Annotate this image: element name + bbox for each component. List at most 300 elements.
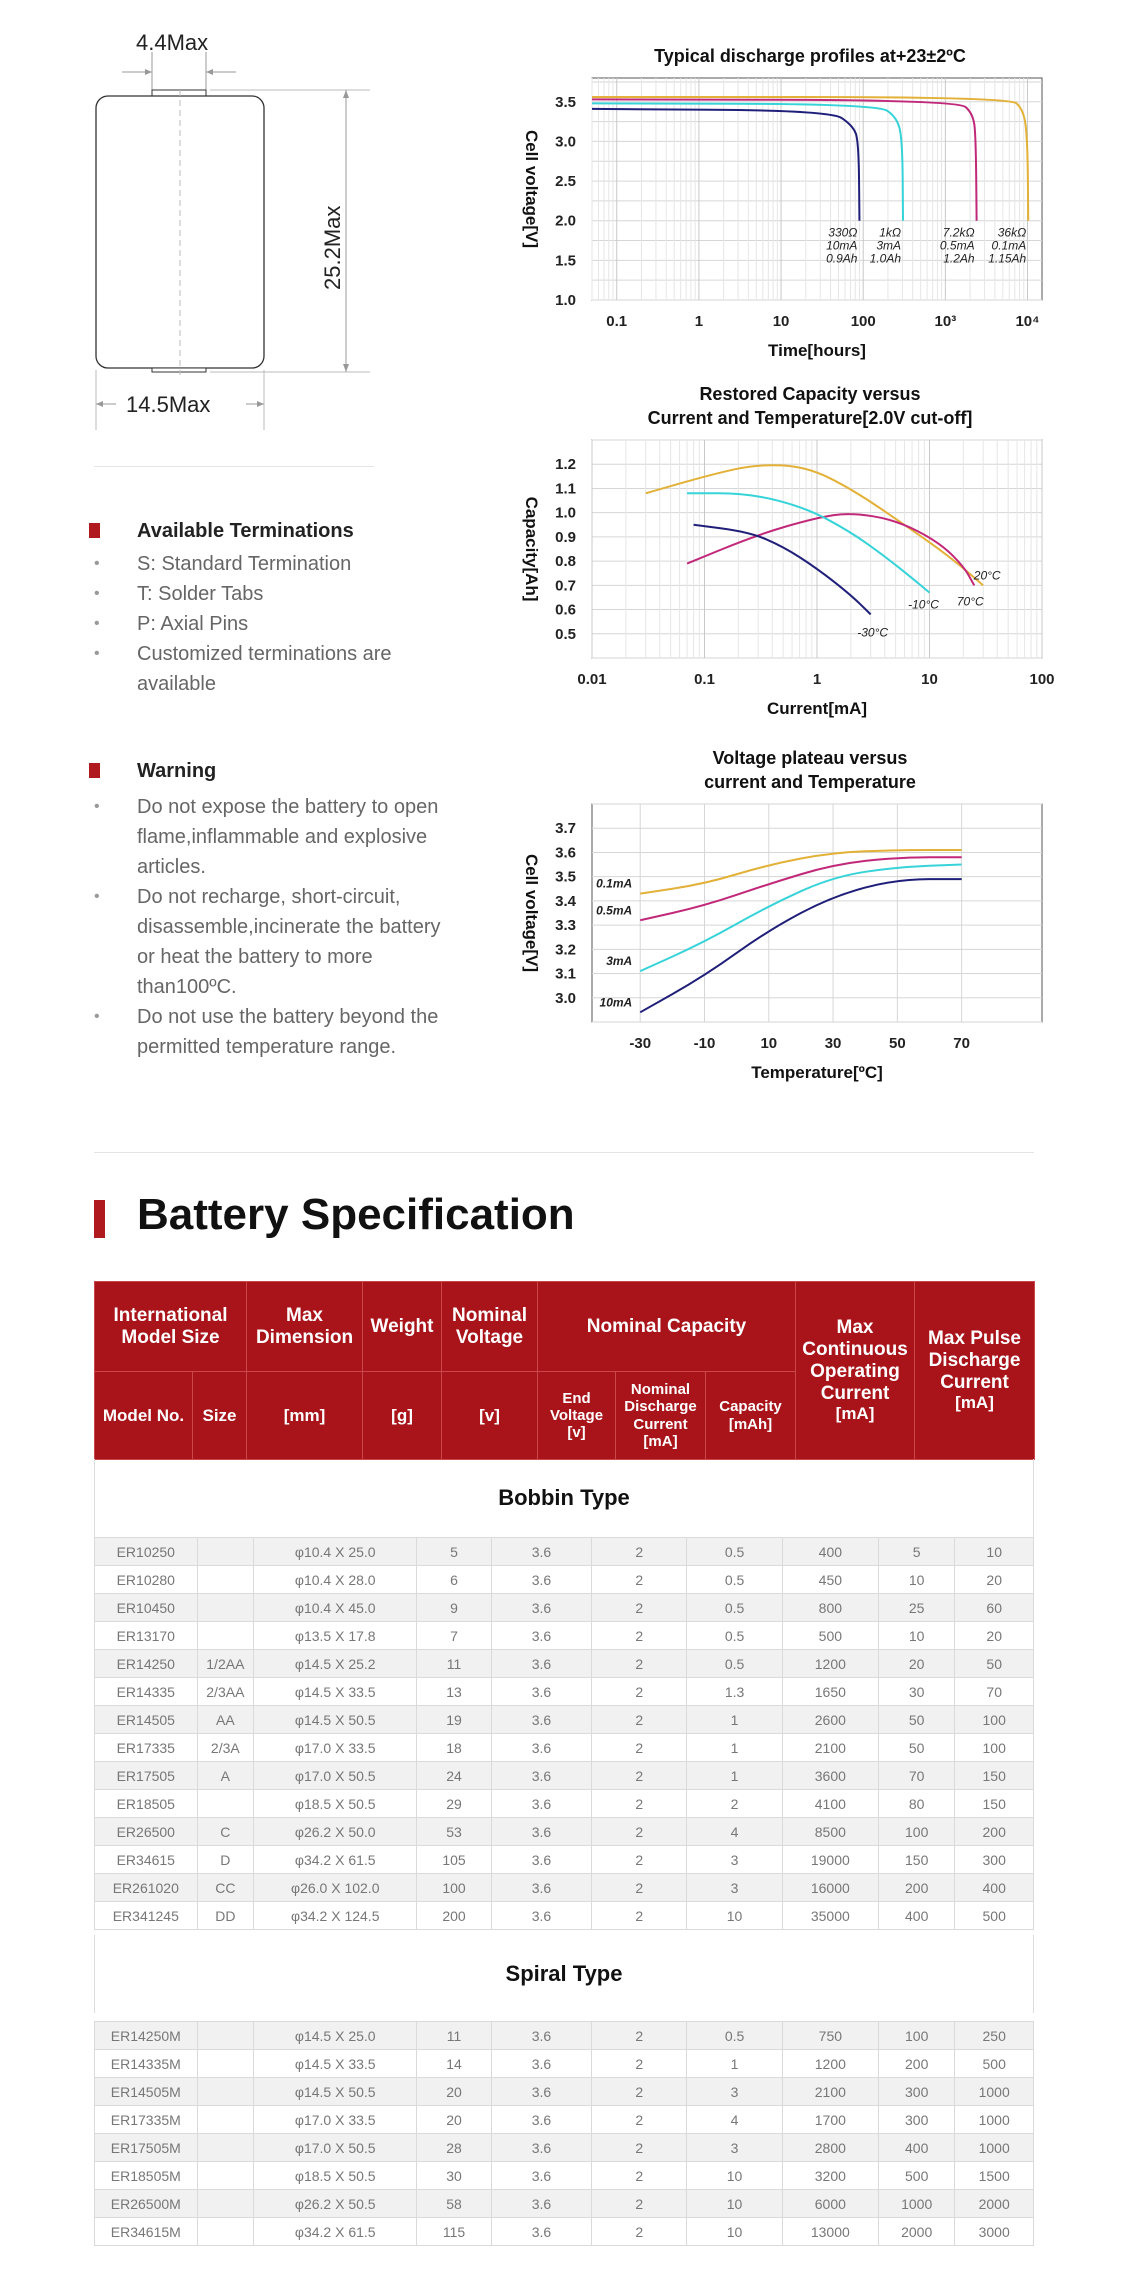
table-cell: 2800 (782, 2134, 878, 2162)
table-cell: 200 (878, 2050, 954, 2078)
table-cell: 2 (592, 1566, 687, 1594)
table-cell (197, 2106, 254, 2134)
table-cell: 35000 (782, 1902, 878, 1930)
dim-diameter: 14.5Max (126, 392, 211, 417)
x-tick-label: 100 (850, 313, 876, 330)
series-label: -30°C (857, 625, 889, 640)
table-cell: 0.5 (687, 1594, 782, 1622)
terminations-title: Available Terminations (137, 520, 354, 542)
table-cell: 11 (417, 1650, 491, 1678)
table-cell: 2 (592, 2134, 687, 2162)
table-cell: 10 (687, 2218, 782, 2246)
table-cell: 20 (417, 2078, 491, 2106)
table-cell: φ14.5 X 50.5 (254, 1706, 417, 1734)
table-cell: φ17.0 X 33.5 (254, 1734, 417, 1762)
spiral-rows (95, 2022, 1034, 2246)
table-cell: 5 (878, 1538, 954, 1566)
table-cell: ER10280 (95, 1566, 198, 1594)
table-cell: 2600 (782, 1706, 878, 1734)
dim-diameter-top: 4.4Max (136, 30, 209, 55)
table-cell: 300 (878, 2078, 954, 2106)
spiral-table (94, 2021, 1034, 2246)
termination-item: • S: Standard Termination (94, 549, 474, 579)
table-cell: 18 (417, 1734, 491, 1762)
bobbin-row (95, 1678, 1034, 1706)
table-cell: ER34615M (95, 2218, 198, 2246)
table-cell: φ18.5 X 50.5 (254, 2162, 417, 2190)
y-tick-label: 3.4 (555, 892, 576, 910)
table-cell: φ26.0 X 102.0 (254, 1874, 417, 1902)
heading-marker (89, 763, 100, 778)
header-weight-unit: [g] (363, 1372, 442, 1460)
table-cell: 3.6 (491, 1594, 591, 1622)
table-cell: 2 (592, 1874, 687, 1902)
x-tick-label: 10⁴ (1015, 313, 1040, 330)
table-cell: DD (197, 1902, 254, 1930)
termination-item: • Customized terminations are available (94, 639, 474, 699)
table-cell: 150 (955, 1762, 1034, 1790)
chart2-subtitle-line: Current and Temperature[2.0V cut-off] (647, 408, 973, 428)
table-cell: 70 (878, 1762, 954, 1790)
table-cell: ER14335M (95, 2050, 198, 2078)
table-cell: 9 (417, 1594, 491, 1622)
table-cell: 400 (955, 1874, 1034, 1902)
chart3-subtitle-line: current and Temperature (704, 772, 916, 792)
table-cell: φ26.2 X 50.5 (254, 2190, 417, 2218)
table-cell: 1200 (782, 1650, 878, 1678)
series-label: 10mA (599, 995, 633, 1010)
x-tick-label: -10 (693, 1035, 716, 1052)
table-cell: 2 (592, 2078, 687, 2106)
table-cell: ER14250 (95, 1650, 198, 1678)
table-cell (197, 2050, 254, 2078)
header-max-continuous-label: Max Continuous Operating Current (802, 1317, 908, 1404)
table-cell: 0.5 (687, 1622, 782, 1650)
bobbin-row (95, 1622, 1034, 1650)
table-cell: 1000 (955, 2078, 1034, 2106)
table-cell: 300 (878, 2106, 954, 2134)
table-cell: 3.6 (491, 2050, 591, 2078)
x-tick-label: 0.1 (606, 313, 628, 330)
table-cell: 60 (955, 1594, 1034, 1622)
header-model-no: Model No. (95, 1372, 193, 1460)
y-tick-label: 3.6 (555, 844, 576, 862)
series-label: 20°C (973, 568, 1001, 583)
x-tick-label: 10 (772, 313, 790, 330)
y-tick-label: 1.5 (555, 252, 576, 270)
table-cell: φ34.2 X 61.5 (254, 2218, 417, 2246)
series-label: 0.1mA (991, 238, 1027, 253)
x-tick-label: 10 (760, 1035, 778, 1052)
table-cell: 2000 (878, 2218, 954, 2246)
table-cell: ER26500 (95, 1818, 198, 1846)
table-cell: 2 (592, 1678, 687, 1706)
table-cell: 20 (955, 1566, 1034, 1594)
table-cell (197, 1594, 254, 1622)
table-cell: 400 (782, 1538, 878, 1566)
restored-capacity-chart (500, 432, 1060, 722)
y-tick-label: 0.8 (555, 553, 576, 571)
y-tick-label: 2.0 (555, 212, 576, 230)
table-cell: CC (197, 1874, 254, 1902)
bobbin-row (95, 1762, 1034, 1790)
table-cell: ER17505 (95, 1762, 198, 1790)
bobbin-row (95, 1706, 1034, 1734)
series-label: 1kΩ (879, 225, 902, 240)
table-cell: ER14335 (95, 1678, 198, 1706)
spiral-row (95, 2050, 1034, 2078)
table-cell: ER14250M (95, 2022, 198, 2050)
table-cell: 3.6 (491, 1874, 591, 1902)
table-cell: 20 (417, 2106, 491, 2134)
table-cell: ER13170 (95, 1622, 198, 1650)
header-nominal-capacity: Nominal Capacity (538, 1282, 796, 1372)
x-tick-label: 50 (889, 1035, 906, 1052)
y-tick-label: 0.5 (555, 625, 576, 643)
y-tick-label: 3.5 (555, 93, 576, 111)
table-cell: 3.6 (491, 1706, 591, 1734)
chart2-title (560, 382, 1060, 430)
table-cell: 53 (417, 1818, 491, 1846)
header-max-pulse (915, 1282, 1035, 1460)
table-cell: φ26.2 X 50.0 (254, 1818, 417, 1846)
x-tick-label: 1 (694, 313, 704, 330)
table-cell: 100 (955, 1734, 1034, 1762)
bobbin-row (95, 1902, 1034, 1930)
table-cell: 3.6 (491, 2218, 591, 2246)
series-label: 0.9Ah (826, 251, 858, 266)
header-max-pulse-label: Max Pulse Discharge Current (928, 1327, 1021, 1393)
table-cell: 19 (417, 1706, 491, 1734)
series-label: 1.15Ah (988, 251, 1027, 266)
chart1-title (560, 44, 1060, 68)
y-tick-label: 3.2 (555, 941, 576, 959)
table-cell: φ14.5 X 25.2 (254, 1650, 417, 1678)
x-tick-label: 100 (1029, 671, 1055, 688)
series-label: 0.5mA (939, 238, 975, 253)
table-cell: 200 (417, 1902, 491, 1930)
table-cell: 100 (878, 2022, 954, 2050)
table-cell: 19000 (782, 1846, 878, 1874)
table-cell: 3.6 (491, 1734, 591, 1762)
table-cell: 3.6 (491, 1650, 591, 1678)
table-cell: C (197, 1818, 254, 1846)
table-cell: 2 (592, 1902, 687, 1930)
table-cell: 3600 (782, 1762, 878, 1790)
table-cell: 1/2AA (197, 1650, 254, 1678)
y-tick-label: 0.6 (555, 601, 576, 619)
chart1-title-line: Typical discharge profiles at+23±2ºC (654, 46, 966, 66)
discharge-profile-chart (500, 70, 1060, 360)
table-cell: 13000 (782, 2218, 878, 2246)
table-cell: 2 (592, 2050, 687, 2078)
table-cell (197, 1790, 254, 1818)
table-cell: 20 (878, 1650, 954, 1678)
table-cell: 105 (417, 1846, 491, 1874)
table-cell: 500 (782, 1622, 878, 1650)
table-cell: 0.5 (687, 2022, 782, 2050)
table-cell: 3.6 (491, 2162, 591, 2190)
table-cell: 3.6 (491, 1818, 591, 1846)
table-cell (197, 1538, 254, 1566)
warning-list (94, 792, 444, 1062)
table-cell: 3.6 (491, 1566, 591, 1594)
table-cell: 3200 (782, 2162, 878, 2190)
table-cell: φ14.5 X 25.0 (254, 2022, 417, 2050)
chart3-title (560, 746, 1060, 794)
table-cell: ER10450 (95, 1594, 198, 1622)
y-tick-label: 3.7 (555, 820, 576, 838)
table-cell: ER261020 (95, 1874, 198, 1902)
table-cell: 1650 (782, 1678, 878, 1706)
table-cell: 2 (592, 1734, 687, 1762)
bobbin-table (94, 1537, 1034, 1930)
table-cell: 150 (955, 1790, 1034, 1818)
table-cell: 10 (687, 2190, 782, 2218)
table-cell: 150 (878, 1846, 954, 1874)
table-cell: φ13.5 X 17.8 (254, 1622, 417, 1650)
table-cell (197, 2162, 254, 2190)
spiral-row (95, 2190, 1034, 2218)
header-max-pulse-unit: [mA] (955, 1393, 994, 1413)
table-cell: 3.6 (491, 1538, 591, 1566)
x-tick-label: 30 (824, 1035, 842, 1052)
table-cell: 16000 (782, 1874, 878, 1902)
table-cell: 50 (955, 1650, 1034, 1678)
table-cell: 3.6 (491, 1762, 591, 1790)
spiral-row (95, 2022, 1034, 2050)
table-cell: 4100 (782, 1790, 878, 1818)
series-label: 10mA (826, 238, 858, 253)
table-cell: 1200 (782, 2050, 878, 2078)
y-tick-label: 3.3 (555, 917, 576, 935)
table-cell: φ14.5 X 50.5 (254, 2078, 417, 2106)
table-cell: φ34.2 X 124.5 (254, 1902, 417, 1930)
y-tick-label: 2.5 (555, 173, 576, 191)
table-cell: 2 (592, 1622, 687, 1650)
table-cell: 3000 (955, 2218, 1034, 2246)
table-cell: ER341245 (95, 1902, 198, 1930)
x-axis-label: Temperature[ºC] (751, 1063, 883, 1082)
table-cell: ER26500M (95, 2190, 198, 2218)
table-cell (197, 1622, 254, 1650)
plot-area (592, 78, 1042, 300)
table-cell: ER17505M (95, 2134, 198, 2162)
table-cell: 0.5 (687, 1650, 782, 1678)
chart2-title-line: Restored Capacity versus (699, 384, 921, 404)
table-cell: 1 (687, 2050, 782, 2078)
y-tick-label: 3.5 (555, 868, 576, 886)
table-cell: 5 (417, 1538, 491, 1566)
y-axis-label: Cell voltage[V] (522, 853, 541, 973)
header-max-dimension: Max Dimension (247, 1282, 363, 1372)
table-cell: 58 (417, 2190, 491, 2218)
table-cell (197, 1566, 254, 1594)
table-cell: ER17335 (95, 1734, 198, 1762)
table-cell: ER18505 (95, 1790, 198, 1818)
termination-item: • P: Axial Pins (94, 609, 474, 639)
bobbin-row (95, 1594, 1034, 1622)
table-cell: 30 (417, 2162, 491, 2190)
header-nominal-voltage: Nominal Voltage (442, 1282, 538, 1372)
bobbin-row (95, 1846, 1034, 1874)
table-cell: 3.6 (491, 2078, 591, 2106)
header-max-continuous (796, 1282, 915, 1460)
table-cell: φ10.4 X 25.0 (254, 1538, 417, 1566)
spec-table-header (94, 1281, 1035, 1460)
table-cell: 800 (782, 1594, 878, 1622)
table-cell: ER14505M (95, 2078, 198, 2106)
table-cell: 2 (592, 2218, 687, 2246)
table-cell: 100 (417, 1874, 491, 1902)
table-cell: 1000 (878, 2190, 954, 2218)
table-cell: 400 (878, 2134, 954, 2162)
bobbin-row (95, 1790, 1034, 1818)
table-cell: 200 (955, 1818, 1034, 1846)
x-axis-label: Time[hours] (768, 341, 866, 360)
header-max-dimension-unit: [mm] (247, 1372, 363, 1460)
table-cell: 4 (687, 1818, 782, 1846)
table-cell: 2 (592, 1762, 687, 1790)
table-cell (197, 2190, 254, 2218)
table-cell: 2/3A (197, 1734, 254, 1762)
table-cell: 6000 (782, 2190, 878, 2218)
x-tick-label: 0.1 (694, 671, 715, 688)
table-cell: 2 (592, 2022, 687, 2050)
table-cell: 750 (782, 2022, 878, 2050)
y-tick-label: 1.2 (555, 456, 576, 474)
header-capacity: Capacity [mAh] (706, 1372, 796, 1460)
y-tick-label: 3.0 (555, 133, 576, 151)
bobbin-row (95, 1734, 1034, 1762)
y-tick-label: 1.0 (555, 504, 576, 522)
table-cell: 14 (417, 2050, 491, 2078)
y-axis-label: Cell voltage[V] (522, 129, 541, 249)
table-cell: 50 (878, 1706, 954, 1734)
table-cell: 3.6 (491, 1846, 591, 1874)
series-label: 1.0Ah (869, 251, 902, 266)
table-cell: 2 (592, 1650, 687, 1678)
table-cell (197, 2218, 254, 2246)
table-cell: ER17335M (95, 2106, 198, 2134)
table-cell: 2 (592, 1706, 687, 1734)
table-cell: φ17.0 X 33.5 (254, 2106, 417, 2134)
heading-marker (89, 523, 100, 538)
table-cell: 300 (955, 1846, 1034, 1874)
table-cell: ER34615 (95, 1846, 198, 1874)
table-cell: 2 (592, 2106, 687, 2134)
spiral-type-band: Spiral Type (94, 1935, 1034, 2013)
spiral-row (95, 2134, 1034, 2162)
table-cell: 2 (687, 1790, 782, 1818)
table-cell: 10 (687, 1902, 782, 1930)
table-cell: φ17.0 X 50.5 (254, 2134, 417, 2162)
terminations-list (94, 549, 474, 699)
warning-item: • Do not use the battery beyond the permitted temperature range. (94, 1002, 444, 1062)
table-cell: 100 (878, 1818, 954, 1846)
table-cell: 50 (878, 1734, 954, 1762)
y-tick-label: 3.1 (555, 965, 576, 983)
header-voltage-unit: [v] (442, 1372, 538, 1460)
bobbin-row (95, 1874, 1034, 1902)
series-label: 0.5mA (596, 903, 633, 918)
table-cell: 200 (878, 1874, 954, 1902)
table-cell: 3.6 (491, 2190, 591, 2218)
table-cell: 2 (592, 1846, 687, 1874)
table-cell: 3.6 (491, 2022, 591, 2050)
table-cell: 3.6 (491, 1678, 591, 1706)
bobbin-rows (95, 1538, 1034, 1930)
y-tick-label: 1.0 (555, 292, 576, 309)
bobbin-row (95, 1650, 1034, 1678)
table-cell: φ17.0 X 50.5 (254, 1762, 417, 1790)
battery-drawing (90, 30, 390, 430)
left-divider (94, 466, 374, 467)
table-cell: 500 (955, 2050, 1034, 2078)
warning-item: • Do not expose the battery to open flame,inflammable and explosive articles. (94, 792, 444, 882)
table-cell: 0.5 (687, 1566, 782, 1594)
spiral-row (95, 2162, 1034, 2190)
table-cell: φ10.4 X 45.0 (254, 1594, 417, 1622)
table-cell: 10 (878, 1566, 954, 1594)
table-cell: 3.6 (491, 1902, 591, 1930)
table-cell: 10 (878, 1622, 954, 1650)
table-cell: 1500 (955, 2162, 1034, 2190)
table-cell: 4 (687, 2106, 782, 2134)
table-cell: 2/3AA (197, 1678, 254, 1706)
header-discharge-current: Nominal Discharge Current [mA] (616, 1372, 706, 1460)
bobbin-row (95, 1818, 1034, 1846)
series-label: -10°C (908, 597, 939, 612)
series-label: 70°C (956, 594, 984, 609)
series-label: 36kΩ (997, 225, 1027, 240)
table-cell: 80 (878, 1790, 954, 1818)
series-label: 3mA (606, 954, 633, 969)
table-cell: 2100 (782, 1734, 878, 1762)
dim-height: 25.2Max (320, 205, 345, 290)
table-cell: 2 (592, 1818, 687, 1846)
table-cell: 250 (955, 2022, 1034, 2050)
bobbin-type-band: Bobbin Type (94, 1459, 1034, 1537)
spiral-row (95, 2078, 1034, 2106)
table-cell: 3 (687, 1846, 782, 1874)
table-cell (197, 2134, 254, 2162)
header-model-group: International Model Size (95, 1282, 247, 1372)
y-tick-label: 0.9 (555, 528, 576, 546)
table-cell: φ14.5 X 33.5 (254, 1678, 417, 1706)
table-cell: 3 (687, 2134, 782, 2162)
table-cell: AA (197, 1706, 254, 1734)
table-cell: 28 (417, 2134, 491, 2162)
table-cell: 25 (878, 1594, 954, 1622)
table-cell: 8500 (782, 1818, 878, 1846)
table-cell: 7 (417, 1622, 491, 1650)
table-cell: A (197, 1762, 254, 1790)
table-cell: 24 (417, 1762, 491, 1790)
bobbin-row (95, 1566, 1034, 1594)
series-label: 1.2Ah (943, 251, 975, 266)
y-axis-label: Capacity[Ah] (522, 496, 541, 602)
table-cell: 1 (687, 1734, 782, 1762)
table-cell: φ18.5 X 50.5 (254, 1790, 417, 1818)
spiral-row (95, 2218, 1034, 2246)
table-cell: φ34.2 X 61.5 (254, 1846, 417, 1874)
table-cell (197, 2022, 254, 2050)
table-cell: φ10.4 X 28.0 (254, 1566, 417, 1594)
voltage-plateau-chart (500, 796, 1060, 1086)
table-cell: 1 (687, 1706, 782, 1734)
table-cell: 2 (592, 1790, 687, 1818)
